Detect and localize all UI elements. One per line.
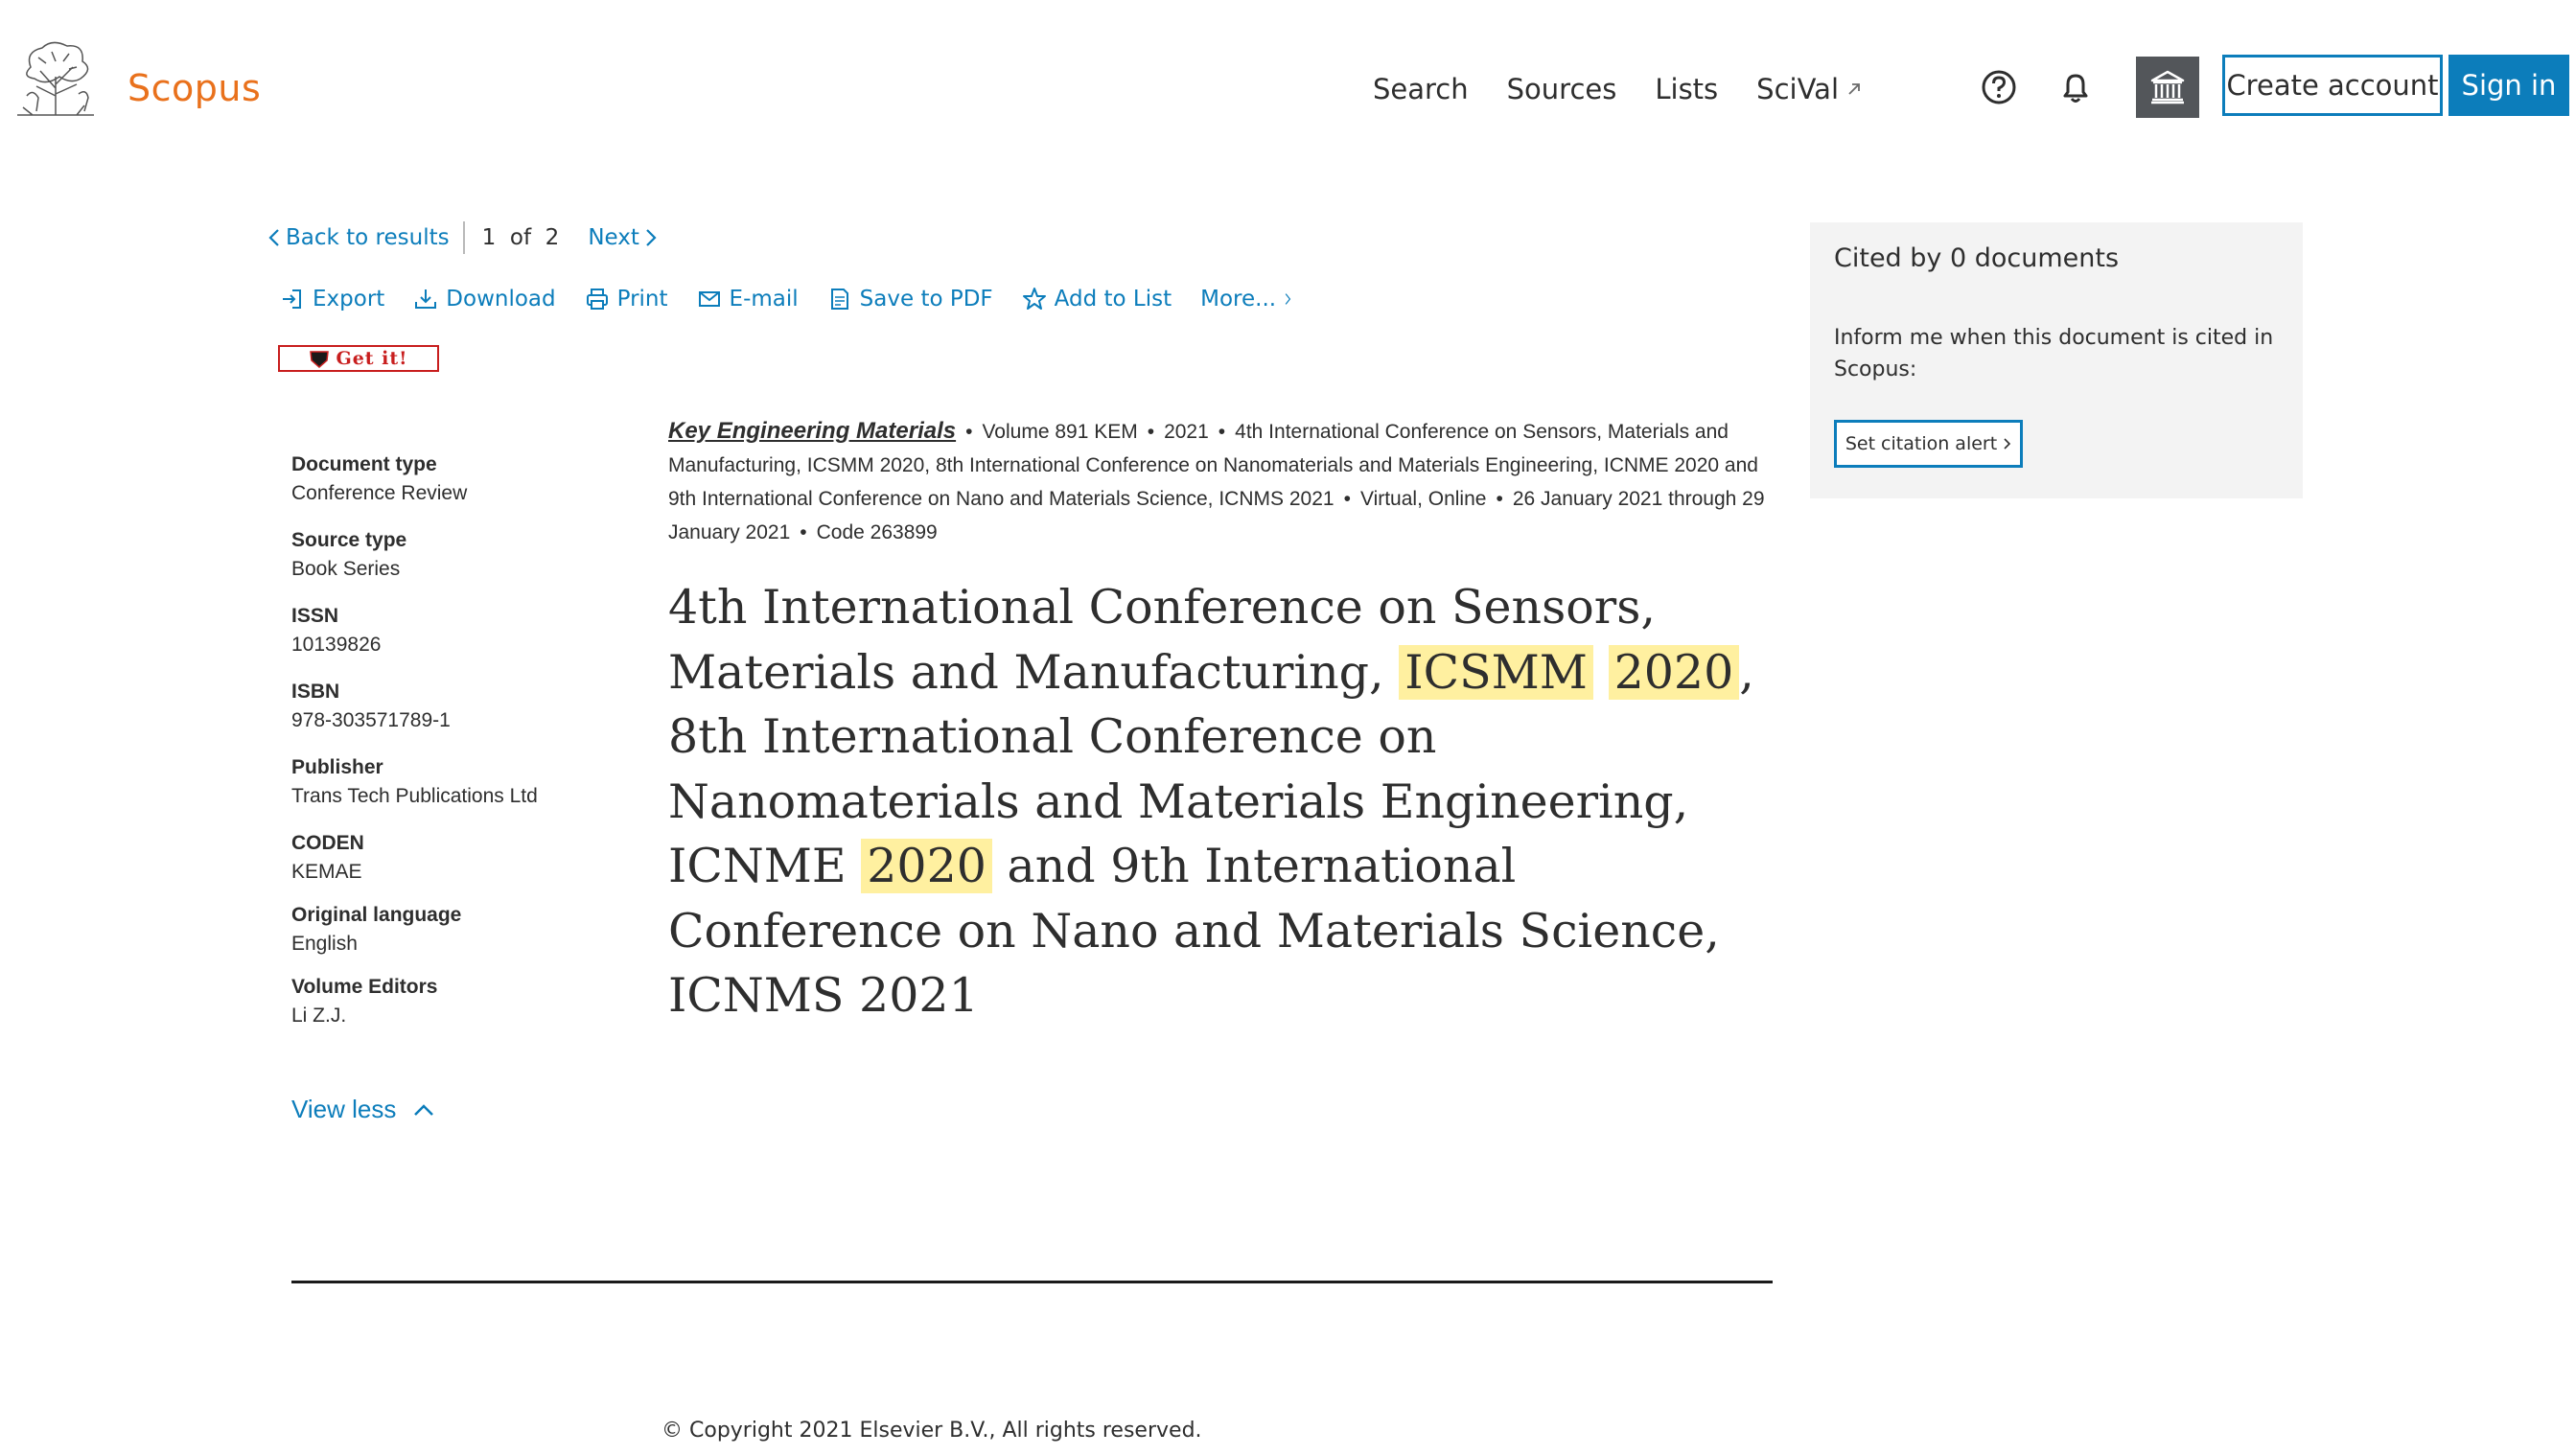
save-to-pdf-button[interactable] [827,287,993,312]
print-icon [585,287,610,312]
top-header [0,0,2576,182]
cited-by-description: Inform me when this document is cited in Scopus: [1834,326,2274,381]
source-info: Key Engineering Materials • Volume 891 KEM • 2021 • 4th International Conference on Sensors, Materials and Manufacturing, ICSMM 2020, 8th International Conference on Nanomaterials and Materials Engineering, ICNME 2020 and 9th International Conference on Nano and Materials Science, ICNMS 2021 • Virtual, Online • 26 January 2021 through 29 January 2021 • Code 263899 [668,418,1765,543]
nav-lists-label: Lists [1655,73,1719,105]
back-to-results-link[interactable] [268,225,450,250]
nav-sources[interactable] [1507,73,1617,105]
chevron-right-icon [2003,437,2011,450]
source-dates: 26 January 2021 through 29 January 2021 [668,488,1765,543]
metadata-value: English [291,933,358,955]
get-it-label: Get it! [336,348,408,369]
chevron-up-icon [413,1103,434,1117]
title-text: and 9th International Conference on Nano and Materials Science, ICNMS 2021 [668,839,1720,1023]
result-position [482,225,560,250]
elsevier-logo-icon[interactable] [13,38,98,117]
sign-in-button[interactable]: Sign in [2448,55,2569,116]
download-label: Download [446,287,556,312]
metadata-value: 10139826 [291,634,382,656]
result-position-of: of [509,225,532,250]
metadata-label: Source type [291,529,407,551]
add-to-list-button[interactable] [1022,287,1172,312]
metadata-label: Publisher [291,756,383,778]
metadata-label: ISBN [291,681,340,703]
nav-lists[interactable] [1655,73,1718,105]
source-location: Virtual, Online [1359,488,1487,510]
metadata-value: Li Z.J. [291,1005,347,1027]
export-button[interactable] [280,287,384,312]
title-highlight: 2020 [861,839,992,893]
more-label: More... [1200,287,1277,312]
metadata-item [291,901,608,958]
next-result-link[interactable] [588,225,657,250]
email-button[interactable] [697,287,799,312]
document-metadata [291,450,608,1049]
metadata-label: ISSN [291,605,339,627]
set-citation-alert-label: Set citation alert [1845,433,1998,454]
export-icon [280,287,305,312]
save-to-pdf-label: Save to PDF [859,287,993,312]
view-less-label: View less [291,1095,397,1123]
nav-search-label: Search [1373,73,1469,105]
institution-icon [2148,69,2187,105]
pdf-icon [827,287,852,312]
metadata-item [291,973,608,1030]
source-title-link[interactable]: Key Engineering Materials [668,418,957,444]
chevron-right-icon [645,228,657,247]
divider [463,221,465,254]
metadata-item [291,678,608,735]
back-to-results-label: Back to results [286,225,450,250]
get-it-button[interactable] [278,345,439,372]
institution-button[interactable] [2136,57,2199,118]
metadata-label: Volume Editors [291,976,438,998]
result-position-total: 2 [545,225,560,250]
download-button[interactable] [413,287,555,312]
bell-icon[interactable] [2055,67,2096,107]
metadata-item [291,829,608,887]
metadata-item [291,450,608,508]
metadata-value: Trans Tech Publications Ltd [291,785,538,807]
source-volume: Volume 891 KEM [982,421,1138,443]
metadata-value: 978-303571789-1 [291,709,451,731]
nav-sources-label: Sources [1506,73,1617,105]
email-label: E-mail [729,287,799,312]
source-year: 2021 [1164,421,1209,443]
document-toolbar [280,287,1297,312]
help-icon[interactable] [1979,67,2019,107]
divider-rule [291,1281,1773,1283]
cited-by-panel [1810,222,2303,498]
nav-scival[interactable] [1756,73,1862,105]
title-text: 4th International Conference on Sensors, Materials and Manufacturing, [668,580,1656,700]
metadata-item [291,602,608,659]
source-code: Code 263899 [816,521,938,543]
results-navigation [268,221,657,254]
more-button[interactable] [1200,287,1297,312]
email-icon [697,287,722,312]
document-title [668,575,1780,1028]
download-icon [413,287,438,312]
title-highlight: ICSMM [1399,645,1593,700]
metadata-item [291,526,608,584]
cited-by-title: Cited by 0 documents [1834,243,2120,273]
star-icon [1022,287,1047,312]
source-conference: 4th International Conference on Sensors, Materials and Manufacturing, ICSMM 2020, 8th International Conference on Nanomaterials and Materials Engineering, ICNME 2020 and 9th International Conference on Nano and Materials Science, ICNMS 2021 [668,421,1758,510]
metadata-value: Book Series [291,558,401,580]
brand-name[interactable]: Scopus [128,67,262,109]
main-nav [1373,73,1862,105]
metadata-label: Document type [291,453,437,475]
export-label: Export [313,287,385,312]
metadata-value: Conference Review [291,482,468,504]
metadata-label: Original language [291,904,462,926]
set-citation-alert-button[interactable] [1834,420,2023,468]
shield-icon [309,349,330,368]
title-text: , 8th International Conference on Nanomaterials and Materials Engineering, ICNME [668,644,1754,893]
external-link-icon [1846,81,1862,97]
print-button[interactable] [585,287,668,312]
create-account-button[interactable]: Create account [2222,55,2443,116]
nav-search[interactable] [1373,73,1469,105]
result-position-current: 1 [481,225,497,250]
nav-scival-label: SciVal [1756,73,1839,105]
copyright-notice: © Copyright 2021 Elsevier B.V., All rights reserved. [661,1419,1202,1443]
print-label: Print [616,287,668,312]
next-result-label: Next [588,225,639,250]
metadata-item [291,753,608,811]
add-to-list-label: Add to List [1054,287,1172,312]
metadata-value: KEMAE [291,861,362,883]
title-highlight: 2020 [1609,645,1740,700]
metadata-label: CODEN [291,832,364,854]
chevron-left-icon [268,228,280,247]
chevron-right-icon [1284,288,1297,311]
view-less-link[interactable] [291,1095,434,1124]
